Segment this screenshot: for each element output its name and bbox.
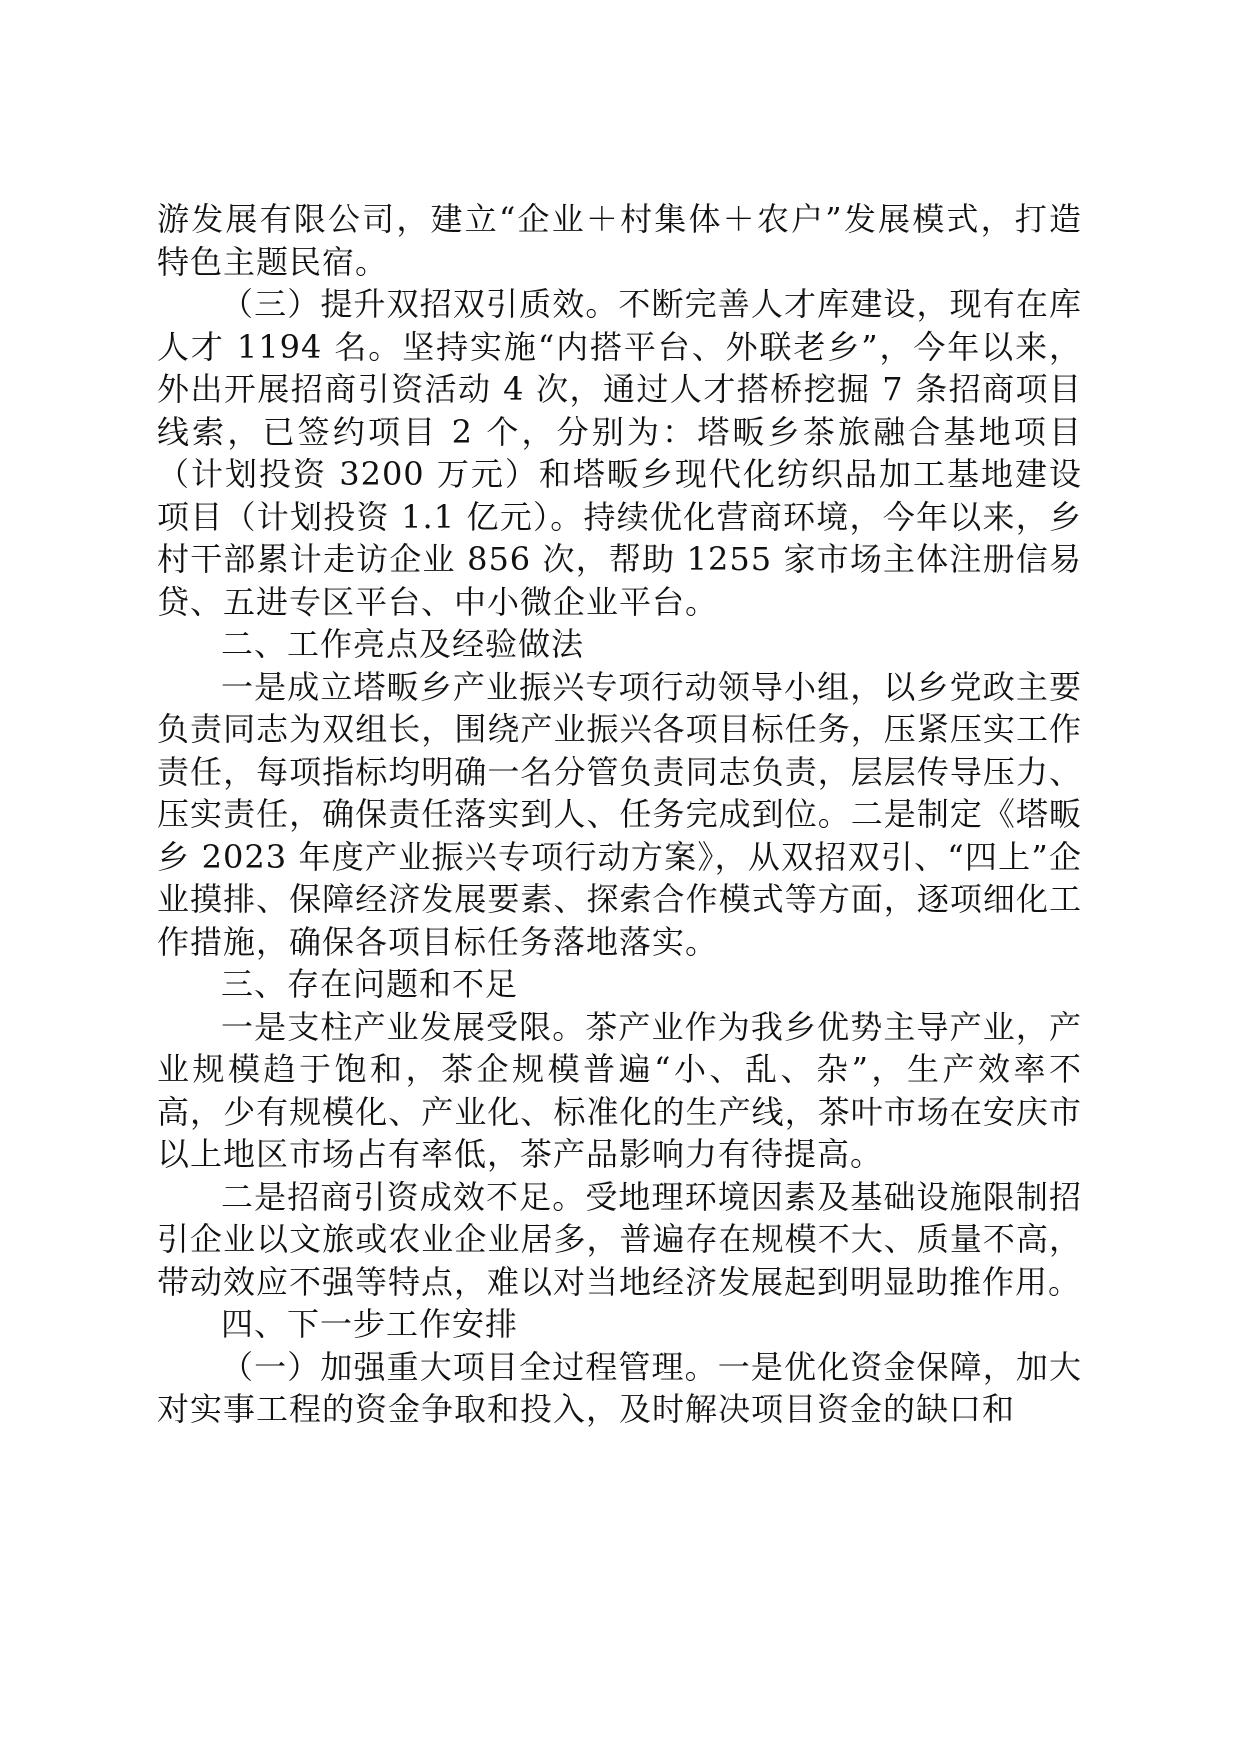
section-heading-next-steps: 四、下一步工作安排	[221, 1305, 519, 1343]
section-heading-highlights: 二、工作亮点及经验做法	[221, 625, 585, 663]
paragraph-next-steps: （一）加强重大项目全过程管理。一是优化资金保障，加大对实事工程的资金争取和投入，及时解决项目资金的缺口和	[157, 1347, 1082, 1428]
document-page	[157, 198, 1082, 1431]
paragraph-problem-investment: 二是招商引资成效不足。受地理环境因素及基础设施限制招引企业以文旅或农业企业居多，普遍存在规模不大、质量不高，带动效应不强等特点，难以对当地经济发展起到明显助推作用。	[157, 1177, 1082, 1301]
paragraph-talent-investment: （三）提升双招双引质效。不断完善人才库建设，现有在库人才 1194 名。坚持实施“内搭平台、外联老乡”，今年以来，外出开展招商引资活动 4 次，通过人才搭桥挖掘 7 条招商项目线索，已签约项目 2 个，分别为：塔畈乡茶旅融合基地项目（计划投资 3200 万元）和塔畈乡现代化纺织品加工基地建设项目（计划投资 1.1 亿元）。持续优化营商环境，今年以来，乡村干部累计走访企业 856 次，帮助 1255 家市场主体注册信易贷、五进专区平台、中小微企业平台。	[157, 285, 1082, 621]
paragraph-continuation: 游发展有限公司，建立“企业＋村集体＋农户”发展模式，打造特色主题民宿。	[157, 200, 1082, 281]
paragraph-highlights: 一是成立塔畈乡产业振兴专项行动领导小组，以乡党政主要负责同志为双组长，围绕产业振兴各项目标任务，压紧压实工作责任，每项指标均明确一名分管负责同志负责，层层传导压力、压实责任，确保责任落实到人、任务完成到位。二是制定《塔畈乡 2023 年度产业振兴专项行动方案》，从双招双引、“四上”企业摸排、保障经济发展要素、探索合作模式等方面，逐项细化工作措施，确保各项目标任务落地落实。	[157, 667, 1082, 961]
paragraph-problem-industry: 一是支柱产业发展受限。茶产业作为我乡优势主导产业，产业规模趋于饱和，茶企规模普遍“小、乱、杂”，生产效率不高，少有规模化、产业化、标准化的生产线，茶叶市场在安庆市以上地区市场占有率低，茶产品影响力有待提高。	[157, 1007, 1082, 1173]
section-heading-problems: 三、存在问题和不足	[221, 965, 519, 1003]
